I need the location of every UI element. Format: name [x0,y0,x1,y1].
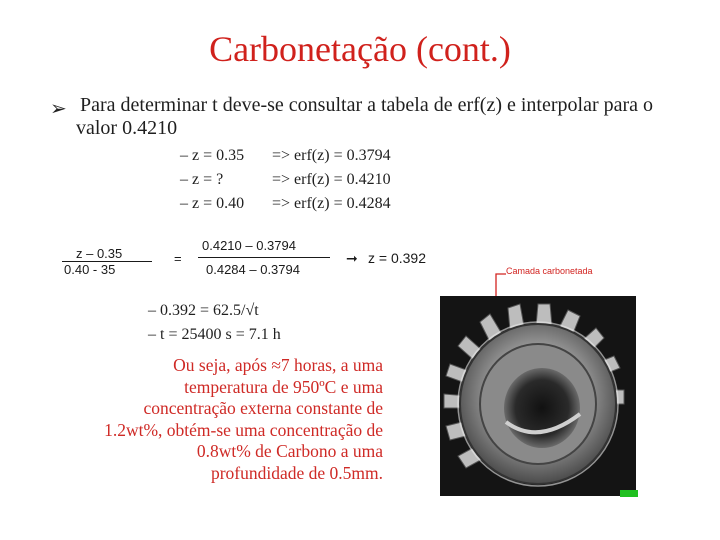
gear-illustration [440,296,636,496]
fraction-left-denominator: 0.40 - 35 [64,262,116,277]
gear-photo [440,296,636,496]
step-1: – 0.392 = 62.5/√t [148,302,259,319]
summary-line-6: profundidade de 0.5mm. [210,462,383,483]
summary-line-1: Ou seja, após ≈7 horas, a uma [173,355,383,375]
summary-line-2: temperatura de 950ºC e uma [184,376,383,397]
fraction-right-bar [198,257,330,258]
arrow-right-icon: ➞ [346,250,358,266]
photo-label: Camada carbonetada [506,266,593,276]
fraction-right-denominator: 0.4284 – 0.3794 [206,262,300,277]
corner-marker [620,490,638,497]
page-title: Carbonetação (cont.) [209,29,511,69]
bullet-arrow-icon: ➢ [50,96,67,120]
table-row-3-right: => erf(z) = 0.4284 [272,195,391,212]
summary-line-3: concentração externa constante de [143,398,383,418]
table-row-1-right: => erf(z) = 0.3794 [272,147,391,164]
fraction-right-numerator: 0.4210 – 0.3794 [202,238,296,253]
summary-paragraph [70,355,383,484]
equals-sign: = [174,251,182,266]
intro-line-2: valor 0.4210 [76,117,178,139]
fraction-left-numerator: z – 0.35 [76,246,123,261]
table-row-3-left: – z = 0.40 [180,195,245,212]
step-2: – t = 25400 s = 7.1 h [148,326,281,343]
summary-line-5: 0.8wt% de Carbono a uma [196,441,383,461]
summary-line-4: 1.2wt%, obtém-se uma concentração de [104,419,383,440]
result-z: z = 0.392 [368,250,426,266]
table-row-2-left: – z = ? [180,171,224,188]
table-row-1-left: – z = 0.35 [180,147,245,164]
table-row-2-right: => erf(z) = 0.4210 [272,171,391,188]
intro-line-1: Para determinar t deve-se consultar a tabela de erf(z) e interpolar para o [80,94,654,116]
